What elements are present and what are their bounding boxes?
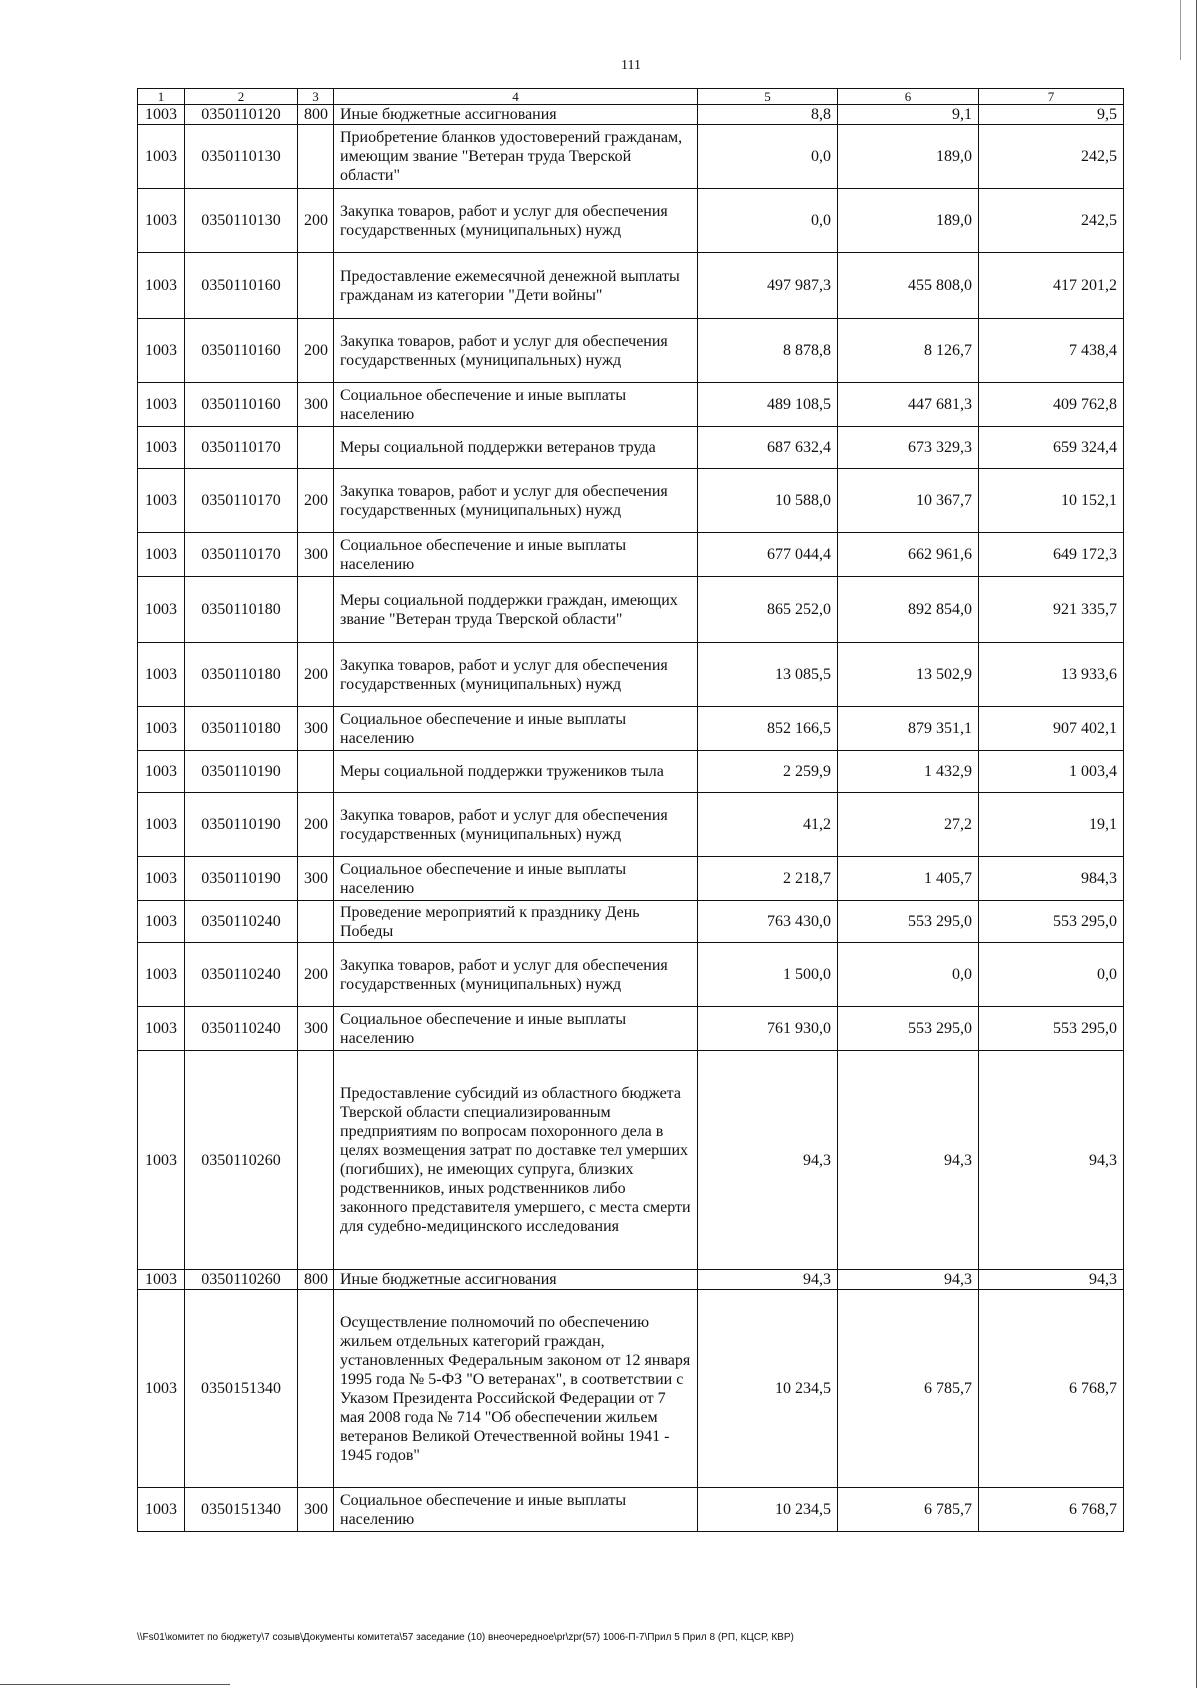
amount-cell: 41,2 <box>698 793 838 857</box>
amount-cell: 907 402,1 <box>979 707 1124 751</box>
target-article-cell: 0350110190 <box>185 793 298 857</box>
amount-cell: 0,0 <box>698 189 838 253</box>
amount-cell: 94,3 <box>838 1051 979 1270</box>
target-article-cell: 0350110180 <box>185 643 298 707</box>
section-code-cell: 1003 <box>138 751 185 793</box>
amount-cell: 659 324,4 <box>979 427 1124 469</box>
description-cell: Социальное обеспечение и иные выплаты населению <box>334 1488 698 1532</box>
amount-cell: 553 295,0 <box>979 1007 1124 1051</box>
table-row <box>138 533 1124 577</box>
table-row <box>138 427 1124 469</box>
amount-cell: 553 295,0 <box>838 901 979 943</box>
scan-edge-line <box>1196 0 1197 1688</box>
amount-cell: 409 762,8 <box>979 383 1124 427</box>
target-article-cell: 0350110180 <box>185 707 298 751</box>
section-code-cell: 1003 <box>138 469 185 533</box>
section-code-cell: 1003 <box>138 533 185 577</box>
amount-cell: 921 335,7 <box>979 577 1124 643</box>
section-code-cell: 1003 <box>138 383 185 427</box>
amount-cell: 189,0 <box>838 125 979 189</box>
target-article-cell: 0350110160 <box>185 253 298 319</box>
target-article-cell: 0350110130 <box>185 125 298 189</box>
amount-cell: 1 432,9 <box>838 751 979 793</box>
column-header: 5 <box>698 89 838 105</box>
section-code-cell: 1003 <box>138 1290 185 1488</box>
column-header: 3 <box>298 89 334 105</box>
amount-cell: 0,0 <box>698 125 838 189</box>
description-cell: Закупка товаров, работ и услуг для обеспечения государственных (муниципальных) нужд <box>334 189 698 253</box>
amount-cell: 94,3 <box>838 1270 979 1290</box>
amount-cell: 417 201,2 <box>979 253 1124 319</box>
target-article-cell: 0350110190 <box>185 857 298 901</box>
table-row <box>138 577 1124 643</box>
amount-cell: 10 234,5 <box>698 1290 838 1488</box>
expense-type-cell: 200 <box>298 643 334 707</box>
description-cell: Предоставление ежемесячной денежной выплаты гражданам из категории "Дети войны" <box>334 253 698 319</box>
page-number: 111 <box>621 58 641 73</box>
section-code-cell: 1003 <box>138 189 185 253</box>
amount-cell: 497 987,3 <box>698 253 838 319</box>
expense-type-cell <box>298 125 334 189</box>
amount-cell: 6 768,7 <box>979 1488 1124 1532</box>
column-number-row <box>138 89 1124 105</box>
description-cell: Закупка товаров, работ и услуг для обеспечения государственных (муниципальных) нужд <box>334 793 698 857</box>
expense-type-cell: 200 <box>298 943 334 1007</box>
amount-cell: 455 808,0 <box>838 253 979 319</box>
amount-cell: 662 961,6 <box>838 533 979 577</box>
description-cell: Меры социальной поддержки граждан, имеющих звание "Ветеран труда Тверской области" <box>334 577 698 643</box>
amount-cell: 489 108,5 <box>698 383 838 427</box>
table-row <box>138 901 1124 943</box>
target-article-cell: 0350110260 <box>185 1051 298 1270</box>
target-article-cell: 0350110180 <box>185 577 298 643</box>
amount-cell: 27,2 <box>838 793 979 857</box>
section-code-cell: 1003 <box>138 105 185 125</box>
expense-type-cell: 800 <box>298 105 334 125</box>
target-article-cell: 0350151340 <box>185 1290 298 1488</box>
scan-edge-line <box>1180 0 1181 60</box>
target-article-cell: 0350110240 <box>185 1007 298 1051</box>
table-body <box>138 105 1124 1532</box>
description-cell: Закупка товаров, работ и услуг для обеспечения государственных (муниципальных) нужд <box>334 469 698 533</box>
amount-cell: 6 785,7 <box>838 1488 979 1532</box>
amount-cell: 673 329,3 <box>838 427 979 469</box>
section-code-cell: 1003 <box>138 577 185 643</box>
expense-type-cell: 800 <box>298 1270 334 1290</box>
section-code-cell: 1003 <box>138 857 185 901</box>
description-cell: Закупка товаров, работ и услуг для обеспечения государственных (муниципальных) нужд <box>334 643 698 707</box>
amount-cell: 2 259,9 <box>698 751 838 793</box>
amount-cell: 687 632,4 <box>698 427 838 469</box>
target-article-cell: 0350110130 <box>185 189 298 253</box>
description-cell: Приобретение бланков удостоверений гражданам, имеющим звание "Ветеран труда Тверской области" <box>334 125 698 189</box>
amount-cell: 761 930,0 <box>698 1007 838 1051</box>
table-row <box>138 751 1124 793</box>
description-cell: Проведение мероприятий к празднику День Победы <box>334 901 698 943</box>
description-cell: Предоставление субсидий из областного бюджета Тверской области специализированным предприятиям по вопросам похоронного дела в целях возмещения затрат по доставке тел умерших (погибших), не имеющих супруга, близких родственников, иных родственников либо законного представителя умершего, с места смерти для судебно-медицинского исследования <box>334 1051 698 1270</box>
expense-type-cell: 200 <box>298 189 334 253</box>
description-cell: Социальное обеспечение и иные выплаты населению <box>334 383 698 427</box>
table-row <box>138 1488 1124 1532</box>
expense-type-cell <box>298 427 334 469</box>
expense-type-cell <box>298 901 334 943</box>
expense-type-cell: 300 <box>298 857 334 901</box>
amount-cell: 10 367,7 <box>838 469 979 533</box>
table-row <box>138 469 1124 533</box>
amount-cell: 8 126,7 <box>838 319 979 383</box>
amount-cell: 94,3 <box>698 1270 838 1290</box>
description-cell: Закупка товаров, работ и услуг для обеспечения государственных (муниципальных) нужд <box>334 319 698 383</box>
section-code-cell: 1003 <box>138 943 185 1007</box>
description-cell: Меры социальной поддержки ветеранов труда <box>334 427 698 469</box>
table-row <box>138 319 1124 383</box>
table-row <box>138 1051 1124 1270</box>
budget-table <box>137 88 1124 1532</box>
amount-cell: 553 295,0 <box>979 901 1124 943</box>
amount-cell: 1 500,0 <box>698 943 838 1007</box>
amount-cell: 10 234,5 <box>698 1488 838 1532</box>
amount-cell: 9,1 <box>838 105 979 125</box>
expense-type-cell <box>298 1051 334 1270</box>
amount-cell: 242,5 <box>979 189 1124 253</box>
description-cell: Иные бюджетные ассигнования <box>334 105 698 125</box>
section-code-cell: 1003 <box>138 1270 185 1290</box>
target-article-cell: 0350110170 <box>185 533 298 577</box>
expense-type-cell: 300 <box>298 1007 334 1051</box>
section-code-cell: 1003 <box>138 1488 185 1532</box>
table-row <box>138 383 1124 427</box>
table-row <box>138 943 1124 1007</box>
section-code-cell: 1003 <box>138 643 185 707</box>
section-code-cell: 1003 <box>138 253 185 319</box>
amount-cell: 1 003,4 <box>979 751 1124 793</box>
amount-cell: 242,5 <box>979 125 1124 189</box>
target-article-cell: 0350151340 <box>185 1488 298 1532</box>
description-cell: Меры социальной поддержки тружеников тыла <box>334 751 698 793</box>
amount-cell: 6 785,7 <box>838 1290 979 1488</box>
table-row <box>138 189 1124 253</box>
target-article-cell: 0350110240 <box>185 943 298 1007</box>
column-header: 2 <box>185 89 298 105</box>
section-code-cell: 1003 <box>138 901 185 943</box>
amount-cell: 94,3 <box>979 1051 1124 1270</box>
description-cell: Социальное обеспечение и иные выплаты населению <box>334 707 698 751</box>
table-row <box>138 1270 1124 1290</box>
target-article-cell: 0350110170 <box>185 427 298 469</box>
table-row <box>138 253 1124 319</box>
amount-cell: 852 166,5 <box>698 707 838 751</box>
expense-type-cell: 300 <box>298 383 334 427</box>
expense-type-cell: 300 <box>298 533 334 577</box>
description-cell: Закупка товаров, работ и услуг для обеспечения государственных (муниципальных) нужд <box>334 943 698 1007</box>
amount-cell: 0,0 <box>838 943 979 1007</box>
section-code-cell: 1003 <box>138 1007 185 1051</box>
amount-cell: 984,3 <box>979 857 1124 901</box>
column-header: 7 <box>979 89 1124 105</box>
table-row <box>138 707 1124 751</box>
amount-cell: 553 295,0 <box>838 1007 979 1051</box>
table-row <box>138 643 1124 707</box>
amount-cell: 865 252,0 <box>698 577 838 643</box>
amount-cell: 94,3 <box>698 1051 838 1270</box>
column-header: 1 <box>138 89 185 105</box>
amount-cell: 879 351,1 <box>838 707 979 751</box>
description-cell: Социальное обеспечение и иные выплаты населению <box>334 1007 698 1051</box>
section-code-cell: 1003 <box>138 793 185 857</box>
target-article-cell: 0350110170 <box>185 469 298 533</box>
amount-cell: 2 218,7 <box>698 857 838 901</box>
description-cell: Иные бюджетные ассигнования <box>334 1270 698 1290</box>
amount-cell: 6 768,7 <box>979 1290 1124 1488</box>
amount-cell: 19,1 <box>979 793 1124 857</box>
description-cell: Осуществление полномочий по обеспечению жильем отдельных категорий граждан, установленных Федеральным законом от 12 января 1995 года № 5-ФЗ "О ветеранах", в соответствии с Указом Президента Российской Федерации от 7 мая 2008 года № 714 "Об обеспечении жильем ветеранов Великой Отечественной войны 1941 - 1945 годов" <box>334 1290 698 1488</box>
expense-type-cell <box>298 577 334 643</box>
table-row <box>138 1290 1124 1488</box>
amount-cell: 9,5 <box>979 105 1124 125</box>
footer-file-path: \\Fs01\комитет по бюджету\7 созыв\Документы комитета\57 заседание (10) внеочередное\pr\zpr(57) 1006-П-7\Прил 5 Прил 8 (РП, КЦСР, КВР) <box>137 1632 794 1643</box>
section-code-cell: 1003 <box>138 707 185 751</box>
amount-cell: 649 172,3 <box>979 533 1124 577</box>
amount-cell: 13 502,9 <box>838 643 979 707</box>
target-article-cell: 0350110240 <box>185 901 298 943</box>
expense-type-cell: 200 <box>298 469 334 533</box>
expense-type-cell: 200 <box>298 319 334 383</box>
amount-cell: 8,8 <box>698 105 838 125</box>
description-cell: Социальное обеспечение и иные выплаты населению <box>334 857 698 901</box>
section-code-cell: 1003 <box>138 1051 185 1270</box>
section-code-cell: 1003 <box>138 319 185 383</box>
amount-cell: 1 405,7 <box>838 857 979 901</box>
table-row <box>138 857 1124 901</box>
target-article-cell: 0350110190 <box>185 751 298 793</box>
amount-cell: 13 933,6 <box>979 643 1124 707</box>
table-row <box>138 1007 1124 1051</box>
table-row <box>138 793 1124 857</box>
expense-type-cell: 300 <box>298 707 334 751</box>
target-article-cell: 0350110160 <box>185 383 298 427</box>
table-row <box>138 105 1124 125</box>
expense-type-cell <box>298 751 334 793</box>
amount-cell: 892 854,0 <box>838 577 979 643</box>
amount-cell: 189,0 <box>838 189 979 253</box>
section-code-cell: 1003 <box>138 427 185 469</box>
section-code-cell: 1003 <box>138 125 185 189</box>
expense-type-cell: 200 <box>298 793 334 857</box>
scan-edge-line <box>0 1684 230 1685</box>
description-cell: Социальное обеспечение и иные выплаты населению <box>334 533 698 577</box>
amount-cell: 8 878,8 <box>698 319 838 383</box>
amount-cell: 763 430,0 <box>698 901 838 943</box>
table-row <box>138 125 1124 189</box>
amount-cell: 0,0 <box>979 943 1124 1007</box>
expense-type-cell <box>298 253 334 319</box>
amount-cell: 677 044,4 <box>698 533 838 577</box>
expense-type-cell: 300 <box>298 1488 334 1532</box>
target-article-cell: 0350110160 <box>185 319 298 383</box>
amount-cell: 10 152,1 <box>979 469 1124 533</box>
amount-cell: 447 681,3 <box>838 383 979 427</box>
table-header <box>138 89 1124 105</box>
target-article-cell: 0350110260 <box>185 1270 298 1290</box>
column-header: 4 <box>334 89 698 105</box>
amount-cell: 94,3 <box>979 1270 1124 1290</box>
amount-cell: 13 085,5 <box>698 643 838 707</box>
column-header: 6 <box>838 89 979 105</box>
amount-cell: 7 438,4 <box>979 319 1124 383</box>
target-article-cell: 0350110120 <box>185 105 298 125</box>
expense-type-cell <box>298 1290 334 1488</box>
amount-cell: 10 588,0 <box>698 469 838 533</box>
